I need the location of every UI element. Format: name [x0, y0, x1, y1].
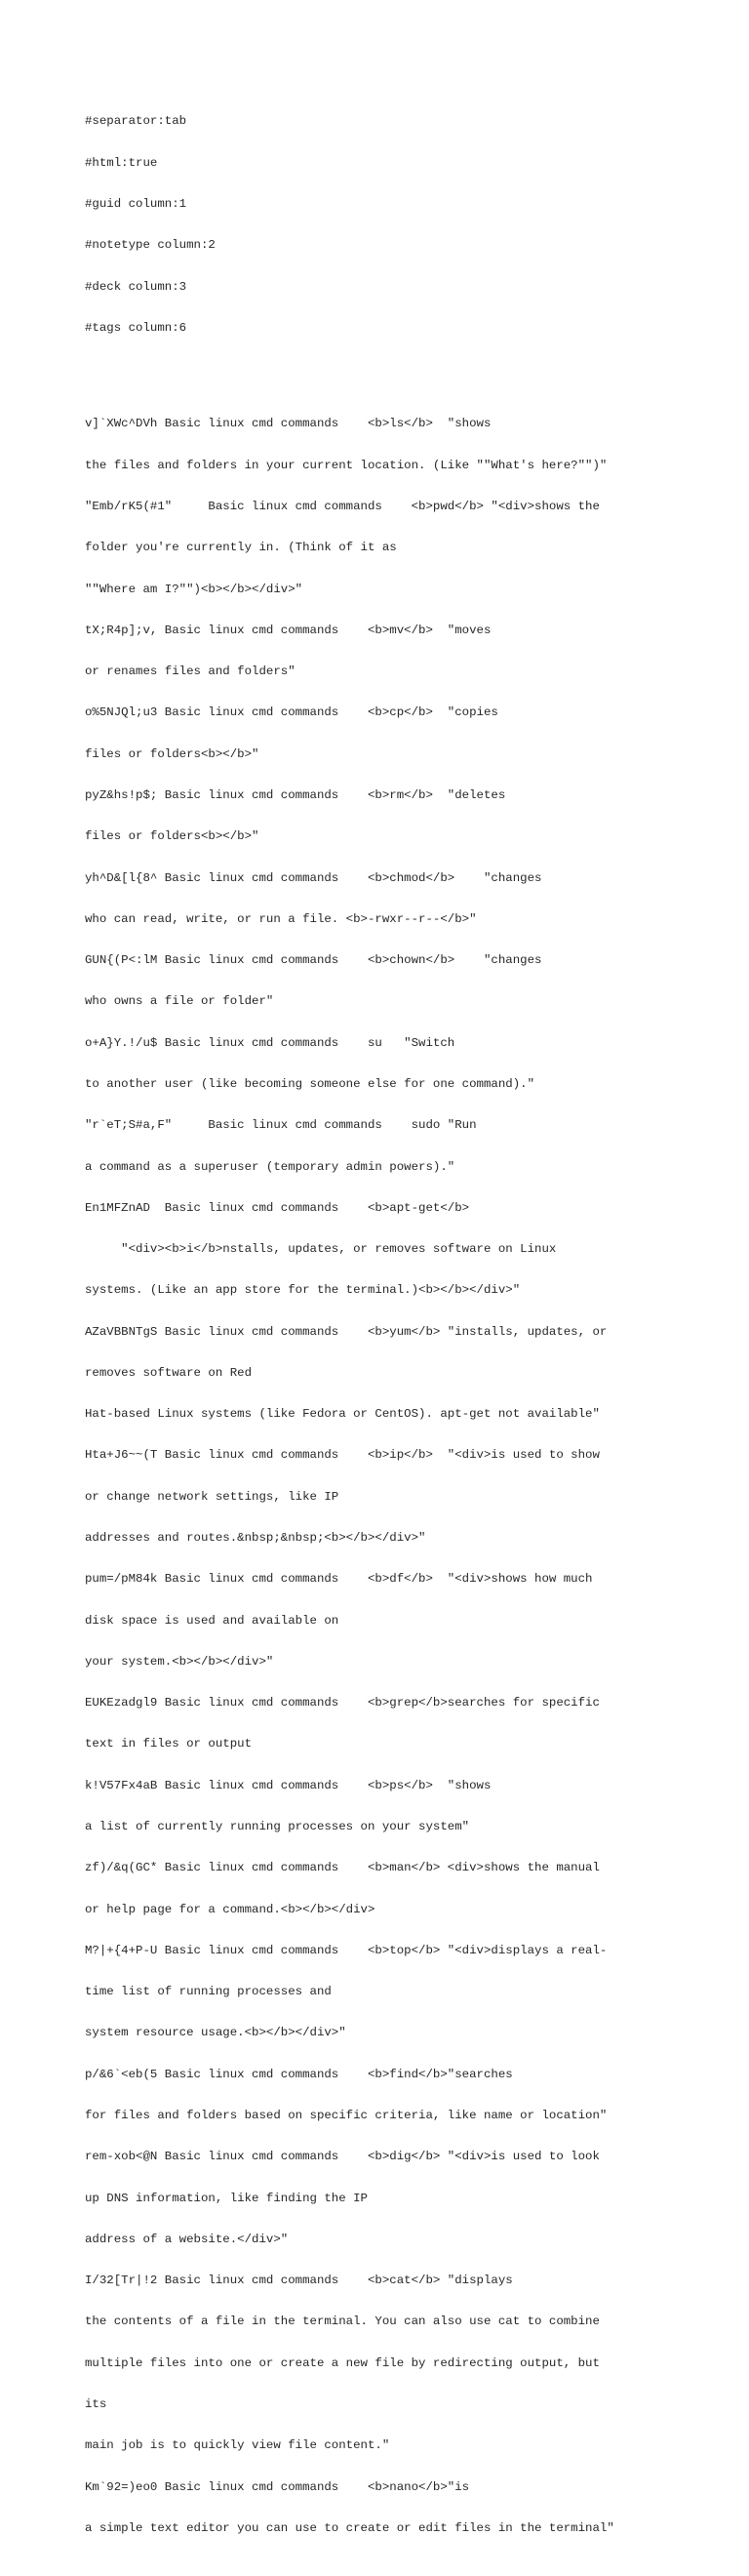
- text-line: "Emb/rK5(#1" Basic linux cmd commands <b>pwd</b> "<div>shows the: [85, 500, 600, 513]
- text-line: o+A}Y.!/u$ Basic linux cmd commands su "Switch: [85, 1035, 455, 1050]
- text-line: AZaVBBNTgS Basic linux cmd commands <b>yum</b> "installs, updates, or: [85, 1324, 608, 1339]
- text-line: removes software on Red: [85, 1365, 253, 1380]
- text-line: for files and folders based on specific criteria, like name or location": [85, 2108, 608, 2122]
- text-line: yh^D&[l{8^ Basic linux cmd commands <b>chmod</b> "changes: [85, 870, 542, 885]
- text-line: zf)/&q(GC* Basic linux cmd commands <b>man</b> <div>shows the manual: [85, 1861, 600, 1875]
- text-line: files or folders<b></b>": [85, 829, 259, 844]
- text-line: files or folders<b></b>": [85, 746, 259, 761]
- text-line: I/32[Tr|!2 Basic linux cmd commands <b>cat</b> "displays: [85, 2274, 513, 2288]
- header-guid-line: #guid column:1: [85, 196, 187, 211]
- text-line: o%5NJQl;u3 Basic linux cmd commands <b>cp</b> "copies: [85, 705, 498, 720]
- text-line: rem-xob<@N Basic linux cmd commands <b>dig</b> "<div>is used to look: [85, 2150, 600, 2164]
- text-line: or change network settings, like IP: [85, 1489, 339, 1504]
- text-line: a simple text editor you can use to create or edit files in the terminal": [85, 2520, 614, 2535]
- text-line: its: [85, 2396, 107, 2411]
- text-line: who can read, write, or run a file. <b>-rwxr--r--</b>": [85, 911, 477, 926]
- text-line: a command as a superuser (temporary admin powers).": [85, 1159, 455, 1174]
- text-line: main job is to quickly view file content.": [85, 2438, 390, 2453]
- text-line: tX;R4p];v, Basic linux cmd commands <b>mv</b> "moves: [85, 623, 492, 637]
- text-line: ""Where am I?"")<b></b></div>": [85, 582, 303, 596]
- text-line: Km`92=)eo0 Basic linux cmd commands <b>nano</b>"is: [85, 2479, 470, 2494]
- header-notetype-line: #notetype column:2: [85, 238, 216, 253]
- text-line: time list of running processes and: [85, 1985, 332, 1999]
- text-line: or help page for a command.<b></b></div>: [85, 1902, 375, 1916]
- text-line: Hta+J6~~(T Basic linux cmd commands <b>ip</b> "<div>is used to show: [85, 1448, 600, 1463]
- text-line: to another user (like becoming someone else for one command).": [85, 1076, 535, 1091]
- text-line: your system.<b></b></div>": [85, 1654, 274, 1669]
- text-line: "<div><b>i</b>nstalls, updates, or removes software on Linux: [85, 1242, 557, 1257]
- header-separator-line: #separator:tab: [85, 114, 187, 129]
- text-line: "r`eT;S#a,F" Basic linux cmd commands sudo "Run: [85, 1118, 477, 1133]
- text-line: p/&6`<eb(5 Basic linux cmd commands <b>find</b>"searches: [85, 2067, 513, 2081]
- text-line: up DNS information, like finding the IP: [85, 2191, 368, 2205]
- header-html-line: #html:true: [85, 155, 158, 170]
- text-line: M?|+{4+P-U Basic linux cmd commands <b>top</b> "<div>displays a real-: [85, 1943, 608, 1957]
- text-line: address of a website.</div>": [85, 2232, 289, 2246]
- text-line: addresses and routes.&nbsp;&nbsp;<b></b></div>": [85, 1531, 426, 1546]
- text-line: GUN{(P<:lM Basic linux cmd commands <b>chown</b> "changes: [85, 953, 542, 968]
- text-line: who owns a file or folder": [85, 994, 274, 1009]
- text-line: system resource usage.<b></b></div>": [85, 2026, 346, 2040]
- text-line: k!V57Fx4aB Basic linux cmd commands <b>ps</b> "shows: [85, 1778, 492, 1792]
- text-line: the contents of a file in the terminal. You can also use cat to combine: [85, 2314, 600, 2329]
- text-line: Hat-based Linux systems (like Fedora or CentOS). apt-get not available": [85, 1407, 600, 1422]
- text-line: pum=/pM84k Basic linux cmd commands <b>df</b> "<div>shows how much: [85, 1572, 593, 1587]
- text-line: systems. (Like an app store for the terminal.)<b></b></div>": [85, 1283, 521, 1298]
- text-line: folder you're currently in. (Think of it as: [85, 541, 397, 555]
- text-line: pyZ&hs!p$; Basic linux cmd commands <b>rm</b> "deletes: [85, 787, 506, 802]
- text-line: text in files or output: [85, 1737, 253, 1751]
- text-line: or renames files and folders": [85, 664, 296, 679]
- text-line: a list of currently running processes on your system": [85, 1820, 470, 1833]
- text-line: disk space is used and available on: [85, 1613, 339, 1628]
- text-line: v]`XWc^DVh Basic linux cmd commands <b>ls</b> "shows: [85, 417, 492, 431]
- text-line: multiple files into one or create a new file by redirecting output, but: [85, 2355, 600, 2370]
- text-line: the files and folders in your current location. (Like ""What's here?"")": [85, 458, 608, 472]
- records-block: [85, 389, 709, 2562]
- text-line: EUKEzadgl9 Basic linux cmd commands <b>grep</b>searches for specific: [85, 1696, 600, 1711]
- header-block: [85, 87, 709, 362]
- text-line: En1MFZnAD Basic linux cmd commands <b>apt-get</b>: [85, 1200, 470, 1215]
- header-tags-line: #tags column:6: [85, 320, 187, 335]
- document-text: [85, 60, 709, 2576]
- header-deck-line: #deck column:3: [85, 279, 187, 294]
